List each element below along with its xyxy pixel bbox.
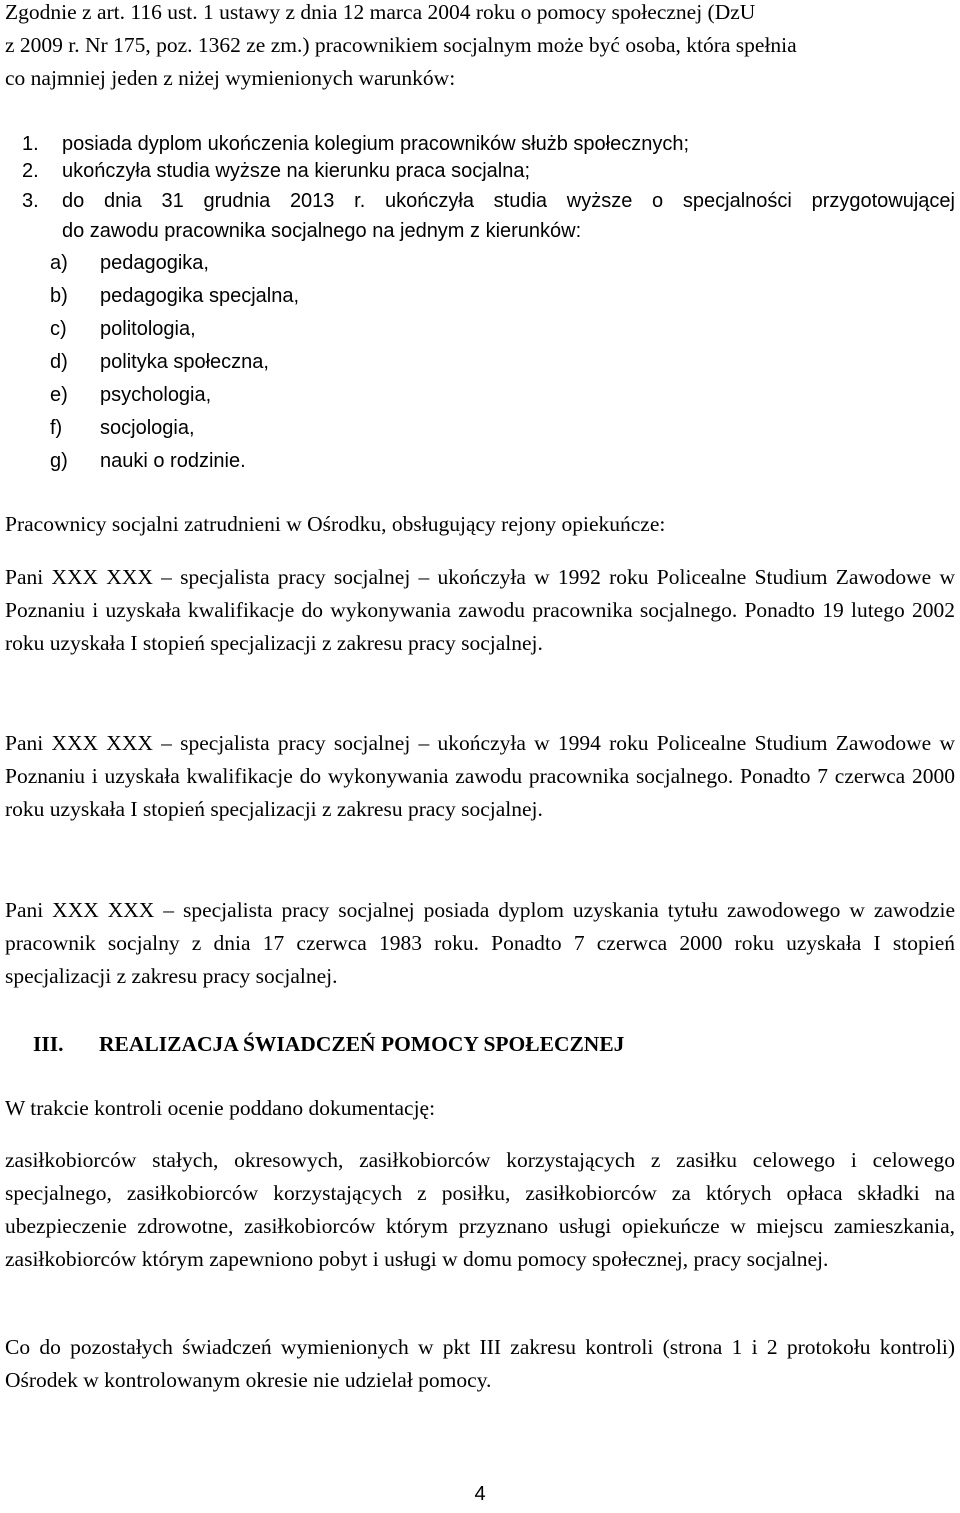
field-label: b) — [50, 285, 68, 307]
field-label: f) — [50, 417, 63, 439]
field-label: e) — [50, 384, 68, 406]
field-text: pedagogika specjalna, — [100, 285, 300, 307]
intro-line-2: z 2009 r. Nr 175, poz. 1362 ze zm.) pracownikiem socjalnym może być osoba, która spełnia — [5, 33, 797, 57]
condition-text: do dnia 31 grudnia 2013 r. ukończyła studia wyższe o specjalności przygotowującej — [62, 190, 955, 212]
section-title: REALIZACJA ŚWIADCZEŃ POMOCY SPOŁECZNEJ — [99, 1032, 625, 1056]
field-item — [0, 346, 960, 379]
staff-paragraph: Pani XXX XXX – specjalista pracy socjalnej posiada dyplom uzyskania tytułu zawodowego w zawodzie pracownik socjalny z dnia 17 czerwca 1983 roku. Ponadto 7 czerwca 2000 roku uzyskała I stopień specjalizacji z zakresu pracy socjalnej. — [5, 898, 955, 988]
field-label: a) — [50, 252, 68, 274]
field-item — [0, 247, 960, 280]
control-documents-paragraph: zasiłkobiorców stałych, okresowych, zasiłkobiorców korzystających z zasiłku celowego i celowego specjalnego, zasiłkobiorców korzystających z posiłku, zasiłkobiorców za których opłaca składki na ubezpieczenie zdrowotne, zasiłkobiorców którym przyznano usługi opiekuńcze w miejscu zamieszkania, zasiłkobiorców którym zapewniono pobyt i usługi w domu pomocy społecznej, pracy socjalnej. — [5, 1148, 955, 1271]
section-number: III. — [33, 1032, 64, 1056]
condition-number: 2. — [22, 160, 39, 182]
control-intro: W trakcie kontroli ocenie poddano dokumentację: — [5, 1096, 436, 1120]
condition-text: posiada dyplom ukończenia kolegium pracowników służb społecznych; — [62, 133, 690, 155]
field-label: c) — [50, 318, 67, 340]
condition-text-continued: do zawodu pracownika socjalnego na jednym z kierunków: — [62, 220, 582, 242]
field-label: d) — [50, 351, 68, 373]
field-item — [0, 313, 960, 346]
field-text: nauki o rodzinie. — [100, 450, 246, 472]
staff-paragraph: Pani XXX XXX – specjalista pracy socjalnej – ukończyła w 1992 roku Policealne Studium Zawodowe w Poznaniu i uzyskała kwalifikacje do wykonywania zawodu pracownika socjalnego. Ponadto 19 lutego 2002 roku uzyskała I stopień specjalizacji z zakresu pracy socjalnej. — [5, 565, 955, 655]
staff-intro: Pracownicy socjalni zatrudnieni w Ośrodku, obsługujący rejony opiekuńcze: — [5, 512, 666, 536]
field-text: psychologia, — [100, 384, 212, 406]
intro-line-3: co najmniej jeden z niżej wymienionych warunków: — [5, 66, 456, 90]
condition-number: 1. — [22, 133, 39, 155]
field-label: g) — [50, 450, 68, 472]
field-item — [0, 379, 960, 412]
condition-item — [0, 155, 960, 188]
field-text: polityka społeczna, — [100, 351, 269, 373]
other-benefits-paragraph: Co do pozostałych świadczeń wymienionych w pkt III zakresu kontroli (strona 1 i 2 protokołu kontroli) Ośrodek w kontrolowanym okresie nie udzielał pomocy. — [5, 1335, 955, 1392]
field-text: pedagogika, — [100, 252, 209, 274]
field-item — [0, 412, 960, 445]
condition-text: ukończyła studia wyższe na kierunku praca socjalna; — [62, 160, 531, 182]
condition-item — [0, 185, 960, 218]
field-text: politologia, — [100, 318, 196, 340]
field-text: socjologia, — [100, 417, 195, 439]
field-item — [0, 445, 960, 478]
intro-line-1: Zgodnie z art. 116 ust. 1 ustawy z dnia 12 marca 2004 roku o pomocy społecznej (DzU — [5, 0, 756, 24]
staff-paragraph: Pani XXX XXX – specjalista pracy socjalnej – ukończyła w 1994 roku Policealne Studium Zawodowe w Poznaniu i uzyskała kwalifikacje do wykonywania zawodu pracownika socjalnego. Ponadto 7 czerwca 2000 roku uzyskała I stopień specjalizacji z zakresu pracy socjalnej. — [5, 731, 955, 821]
page-number: 4 — [474, 1483, 486, 1505]
condition-number: 3. — [22, 190, 39, 212]
field-item — [0, 280, 960, 313]
